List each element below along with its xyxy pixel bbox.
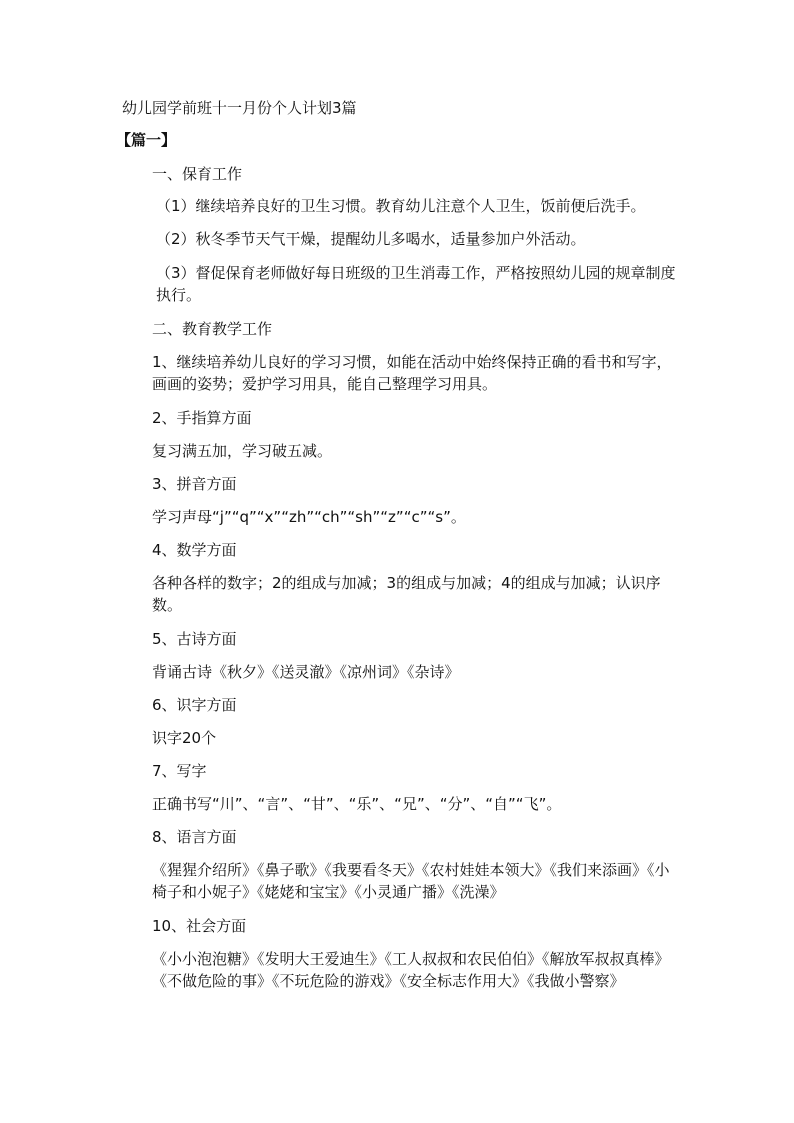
heading-finger-math: 2、手指算方面: [152, 409, 252, 427]
finger-math-text: 复习满五加，学习破五减。: [152, 442, 333, 460]
heading-teaching: 二、教育教学工作: [152, 320, 273, 338]
care-item-1: （1）继续培养良好的卫生习惯。教育幼儿注意个人卫生，饭前便后洗手。: [156, 197, 646, 215]
heading-literacy: 6、识字方面: [152, 696, 237, 714]
teaching-item-1: 1、继续培养幼儿良好的学习习惯，如能在活动中始终保持正确的看书和写字，画画的姿势；爱护学习用具，能自己整理学习用具。: [152, 353, 672, 393]
pinyin-text: 学习声母“j”“q”“x”“zh”“ch”“sh”“z”“c”“s”。: [152, 508, 466, 526]
heading-language: 8、语言方面: [152, 828, 237, 846]
social-text: 《小小泡泡糖》《发明大王爱迪生》《工人叔叔和农民伯伯》《解放军叔叔真棒》《不做危险的事》《不玩危险的游戏》《安全标志作用大》《我做小警察》: [152, 950, 670, 990]
language-text: 《猩猩介绍所》《鼻子歌》《我要看冬天》《农村娃娃本领大》《我们来添画》《小椅子和小妮子》《姥姥和宝宝》《小灵通广播》《洗澡》: [152, 861, 670, 901]
heading-social: 10、社会方面: [152, 917, 247, 935]
literacy-text: 识字20个: [152, 729, 217, 747]
care-item-3: （3）督促保育老师做好每日班级的卫生消毒工作，严格按照幼儿园的规章制度执行。: [156, 264, 676, 304]
writing-text: 正确书写“川”、“言”、“甘”、“乐”、“兄”、“分”、“自”“飞”。: [152, 795, 562, 813]
math-text: 各种各样的数字；2的组成与加减；3的组成与加减；4的组成与加减；认识序数。: [152, 574, 661, 614]
heading-poetry: 5、古诗方面: [152, 630, 237, 648]
heading-care: 一、保育工作: [152, 165, 243, 183]
poetry-text: 背诵古诗《秋夕》《送灵澈》《凉州词》《杂诗》: [152, 663, 460, 681]
section-label: 【篇一】: [116, 131, 177, 149]
heading-pinyin: 3、拼音方面: [152, 475, 237, 493]
heading-writing: 7、写字: [152, 762, 207, 780]
care-item-2: （2）秋冬季节天气干燥，提醒幼儿多喝水，适量参加户外活动。: [156, 230, 586, 248]
heading-math: 4、数学方面: [152, 541, 237, 559]
document-title: 幼儿园学前班十一月份个人计划3篇: [122, 99, 357, 117]
